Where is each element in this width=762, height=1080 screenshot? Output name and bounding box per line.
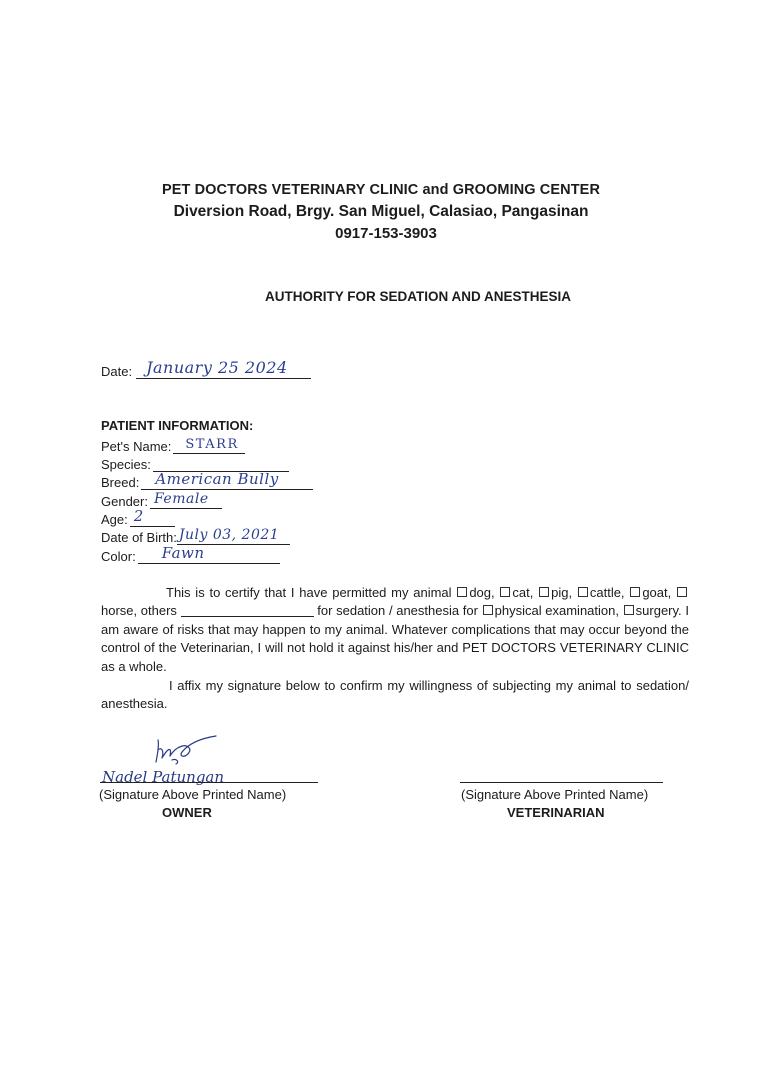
owner-signature-line[interactable] xyxy=(100,782,318,783)
surgery-option-label: surgery. xyxy=(635,603,682,619)
gender-row xyxy=(101,491,222,509)
date-field[interactable] xyxy=(136,358,311,379)
pig-checkbox[interactable] xyxy=(539,587,549,597)
owner-signature-label: (Signature Above Printed Name) xyxy=(99,787,287,802)
physical-exam-checkbox[interactable] xyxy=(483,605,493,615)
breed-field[interactable] xyxy=(141,472,313,490)
cattle-checkbox[interactable] xyxy=(578,587,588,597)
others-blank-field[interactable] xyxy=(181,604,314,617)
dog-checkbox[interactable] xyxy=(457,587,467,597)
horse-option-label: horse, others xyxy=(101,603,177,619)
age-row xyxy=(101,509,175,527)
gender-field[interactable] xyxy=(150,491,222,509)
breed-row xyxy=(101,472,313,490)
clinic-address: Diversion Road, Brgy. San Miguel, Calasiao, Pangasinan xyxy=(173,203,589,220)
pet-name-field[interactable] xyxy=(173,436,245,454)
color-label: Color: xyxy=(101,549,136,564)
cattle-option-label: cattle, xyxy=(589,585,625,600)
veterinarian-signature-label: (Signature Above Printed Name) xyxy=(461,787,649,802)
age-field[interactable] xyxy=(130,509,175,527)
date-row xyxy=(101,358,311,379)
species-label: Species: xyxy=(101,457,151,472)
surgery-checkbox[interactable] xyxy=(624,605,634,615)
owner-role-label: OWNER xyxy=(162,805,212,820)
dob-field[interactable] xyxy=(177,527,290,545)
physical-exam-option-label: physical examination, xyxy=(494,603,619,619)
clinic-name: PET DOCTORS VETERINARY CLINIC and GROOMING CENTER xyxy=(161,182,601,198)
dob-row xyxy=(101,527,290,545)
goat-checkbox[interactable] xyxy=(630,587,640,597)
breed-label: Breed: xyxy=(101,475,140,490)
cat-checkbox[interactable] xyxy=(500,587,510,597)
affirmation-paragraph: I affix my signature below to confirm my willingness of subjecting my animal to sedation/ anesthesia. xyxy=(101,678,689,712)
veterinarian-signature-line[interactable] xyxy=(460,782,663,783)
color-row xyxy=(101,546,280,564)
pig-option-label: pig, xyxy=(551,585,573,600)
certification-paragraph xyxy=(101,584,689,676)
cert-text-c: I am aware of risks that may happen to my animal. Whatever complications that may occur beyond the control of the Veterinarian, I will not hold it against his/her and PET DOCTORS VETERINARY CLINIC as a whole. xyxy=(101,603,689,674)
gender-label: Gender: xyxy=(101,494,148,509)
cert-text-a: This is to certify that I have permitted my animal xyxy=(166,585,452,600)
horse-checkbox[interactable] xyxy=(677,587,687,597)
pet-name-value: STARR xyxy=(185,437,239,452)
cert-text-b: for sedation / anesthesia for xyxy=(317,603,478,619)
date-label: Date: xyxy=(101,364,133,379)
owner-printed-name xyxy=(100,762,300,788)
dob-label: Date of Birth: xyxy=(101,530,177,545)
veterinarian-role-label: VETERINARIAN xyxy=(507,805,605,820)
patient-info-heading: PATIENT INFORMATION: xyxy=(101,418,254,433)
owner-printed-name-text: Nadel Patungan xyxy=(102,768,225,786)
dog-option-label: dog, xyxy=(469,585,495,600)
goat-option-label: goat, xyxy=(642,585,672,600)
pet-name-row xyxy=(101,436,245,454)
cat-option-label: cat, xyxy=(512,585,534,600)
date-value: January 25 2024 xyxy=(146,358,288,377)
age-value: 2 xyxy=(133,507,144,525)
color-value: Fawn xyxy=(161,544,205,562)
dob-value: July 03, 2021 xyxy=(178,527,280,543)
breed-value: American Bully xyxy=(155,470,279,488)
color-field[interactable] xyxy=(138,546,280,564)
form-title: AUTHORITY FOR SEDATION AND ANESTHESIA xyxy=(264,289,571,304)
gender-value: Female xyxy=(153,491,209,507)
clinic-phone: 0917-153-3903 xyxy=(335,225,437,242)
pet-name-label: Pet's Name: xyxy=(101,439,172,454)
age-label: Age: xyxy=(101,512,128,527)
clinic-header xyxy=(0,180,762,245)
